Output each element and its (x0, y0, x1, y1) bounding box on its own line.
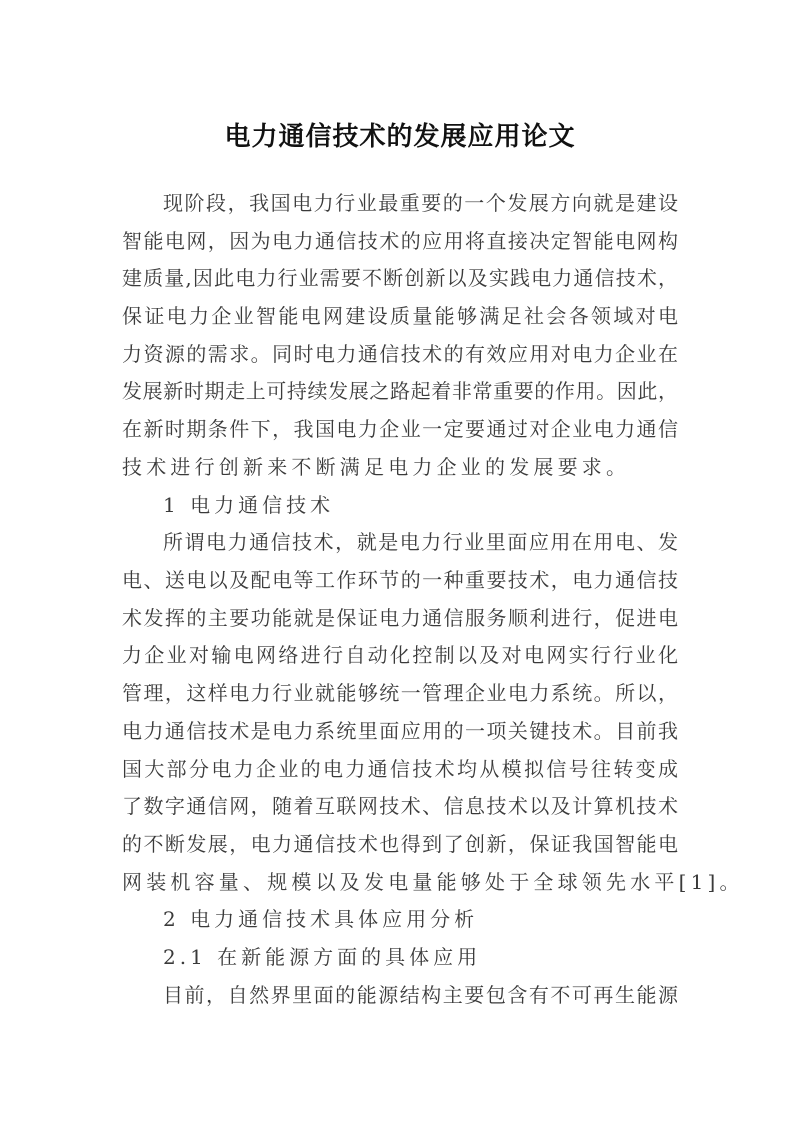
section-1-paragraph-line: 的不断发展，电力通信技术也得到了创新，保证我国智能电 (122, 832, 678, 856)
intro-paragraph-line: 建质量,因此电力行业需要不断创新以及实践电力通信技术， (122, 266, 678, 290)
section-1-paragraph-line: 力企业对输电网络进行自动化控制以及对电网实行行业化 (122, 643, 678, 667)
document-title: 电力通信技术的发展应用论文 (224, 122, 576, 153)
section-heading-2-1: 2.1 在新能源方面的具体应用 (163, 945, 482, 969)
section-1-paragraph-line: 术发挥的主要功能就是保证电力通信服务顺利进行，促进电 (122, 606, 678, 630)
section-1-paragraph-line: 网装机容量、规模以及发电量能够处于全球领先水平[1]。 (122, 870, 744, 894)
section-heading-2: 2 电力通信技术具体应用分析 (163, 907, 479, 931)
section-1-paragraph-line: 所谓电力通信技术，就是电力行业里面应用在用电、发 (163, 530, 678, 554)
intro-paragraph-line: 保证电力企业智能电网建设质量能够满足社会各领域对电 (122, 304, 678, 328)
intro-paragraph-line: 力资源的需求。同时电力通信技术的有效应用对电力企业在 (122, 342, 678, 366)
section-heading-1: 1 电力通信技术 (163, 493, 335, 517)
intro-paragraph-line: 现阶段，我国电力行业最重要的一个发展方向就是建设 (163, 191, 678, 215)
intro-paragraph-line: 在新时期条件下，我国电力企业一定要通过对企业电力通信 (122, 417, 678, 441)
intro-paragraph-line: 智能电网，因为电力通信技术的应用将直接决定智能电网构 (122, 229, 678, 253)
intro-paragraph-line: 发展新时期走上可持续发展之路起着非常重要的作用。因此， (122, 379, 678, 403)
section-2-1-paragraph-line: 目前，自然界里面的能源结构主要包含有不可再生能源 (163, 983, 678, 1007)
intro-paragraph-line: 技术进行创新来不断满足电力企业的发展要求。 (122, 455, 631, 479)
section-1-paragraph-line: 电、送电以及配电等工作环节的一种重要技术，电力通信技 (122, 568, 678, 592)
section-1-paragraph-line: 电力通信技术是电力系统里面应用的一项关键技术。目前我 (122, 719, 678, 743)
section-1-paragraph-line: 管理，这样电力行业就能够统一管理企业电力系统。所以， (122, 681, 678, 705)
section-1-paragraph-line: 了数字通信网，随着互联网技术、信息技术以及计算机技术 (122, 794, 678, 818)
section-1-paragraph-line: 国大部分电力企业的电力通信技术均从模拟信号往转变成 (122, 757, 678, 781)
